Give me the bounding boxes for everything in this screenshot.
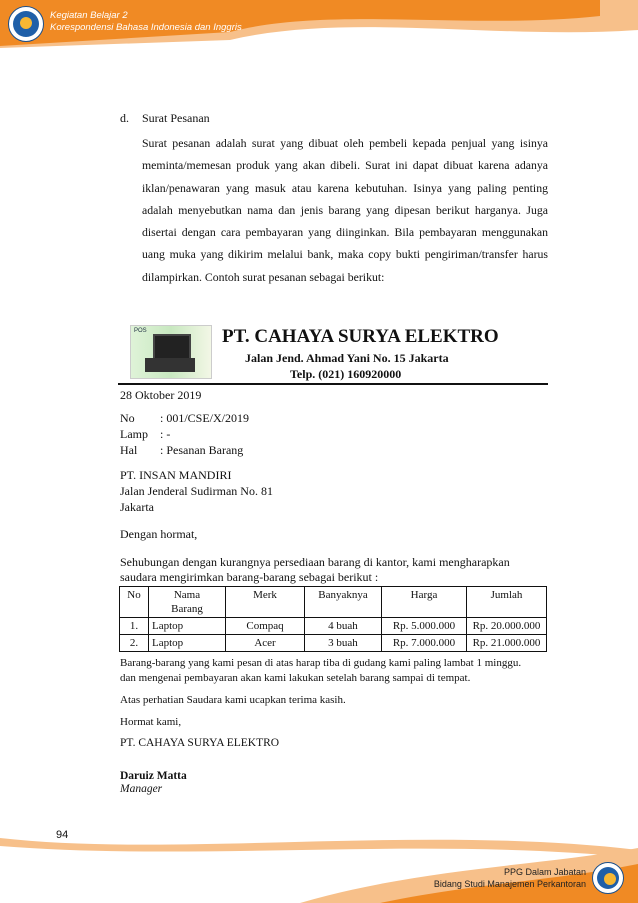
- letter-date: 28 Oktober 2019: [120, 388, 202, 402]
- recipient-name: PT. INSAN MANDIRI: [120, 468, 232, 482]
- company-address: Jalan Jend. Ahmad Yani No. 15 Jakarta: [245, 351, 449, 365]
- company-name: PT. CAHAYA SURYA ELEKTRO: [222, 326, 499, 347]
- cell-banyaknya: 3 buah: [305, 635, 382, 652]
- letter-meta: [120, 410, 249, 458]
- col-header-no: No: [120, 587, 149, 618]
- section-letter: d.: [120, 111, 129, 125]
- sender-company: PT. CAHAYA SURYA ELEKTRO: [120, 737, 280, 749]
- col-header-merk: Merk: [226, 587, 305, 618]
- thanks-line: Atas perhatian Saudara kami ucapkan terima kasih.: [120, 694, 346, 706]
- logo-tag: POS: [134, 328, 147, 334]
- salutation: Dengan hormat,: [120, 527, 198, 541]
- cell-merk: Acer: [226, 635, 305, 652]
- recipient-block: [120, 467, 273, 515]
- university-logo-footer: [592, 862, 624, 894]
- cell-banyaknya: 4 buah: [305, 618, 382, 635]
- recipient-city: Jakarta: [120, 500, 154, 514]
- university-logo: [8, 6, 44, 42]
- recipient-street: Jalan Jenderal Sudirman No. 81: [120, 484, 273, 498]
- no-value: : 001/CSE/X/2019: [160, 411, 250, 425]
- section-surat-pesanan: [120, 111, 548, 288]
- letterhead-rule: [118, 383, 548, 385]
- col-header-nama-barang: Nama Barang: [149, 587, 226, 618]
- col-header-jumlah: Jumlah: [467, 587, 547, 618]
- table-row: [120, 618, 547, 635]
- header-title: [50, 10, 242, 34]
- pos-screen: [153, 334, 191, 360]
- company-logo-image: [130, 325, 212, 379]
- signer-title: Manager: [120, 783, 163, 795]
- cell-nama-barang: Laptop: [149, 635, 226, 652]
- closing-line: Hormat kami,: [120, 716, 182, 728]
- footer-line-2: Bidang Studi Manajemen Perkantoran: [433, 879, 586, 889]
- header-line-2: Korespondensi Bahasa Indonesia dan Inggris: [50, 22, 242, 33]
- intro-line-1: Sehubungan dengan kurangnya persediaan barang di kantor, kami mengharapkan: [120, 555, 510, 569]
- signer-name: Daruiz Matta: [120, 770, 187, 782]
- lamp-label: Lamp: [120, 427, 148, 441]
- intro-line-2: saudara mengirimkan barang-barang sebagai berikut :: [120, 570, 379, 584]
- section-title: Surat Pesanan: [142, 111, 210, 125]
- cell-merk: Compaq: [226, 618, 305, 635]
- cell-harga: Rp. 5.000.000: [382, 618, 467, 635]
- body-line-1: Barang-barang yang kami pesan di atas harap tiba di gudang kami paling lambat 1 minggu.: [120, 657, 522, 669]
- no-label: No: [120, 411, 135, 425]
- page-number: 94: [56, 829, 69, 841]
- company-phone: Telp. (021) 160920000: [290, 367, 402, 381]
- cell-jumlah: Rp. 21.000.000: [467, 635, 547, 652]
- body-line-2: dan mengenai pembayaran akan kami lakukan setelah barang sampai di tempat.: [120, 672, 471, 684]
- intro-block: [120, 555, 510, 585]
- hal-label: Hal: [120, 443, 138, 457]
- cell-nama-barang: Laptop: [149, 618, 226, 635]
- pos-base: [145, 358, 195, 372]
- hal-value: : Pesanan Barang: [160, 443, 244, 457]
- table-header-row: [120, 587, 547, 618]
- section-paragraph: Surat pesanan adalah surat yang dibuat oleh pembeli kepada penjual yang isinya meminta/memesan produk yang akan dibeli. Surat ini dapat dibuat karena adanya iklan/penawaran yang masuk atau karena kebutuhan. Isinya yang paling penting adalah menyebutkan nama dan jenis barang yang dipesan berikut harganya. Juga disertai dengan cara pembayaran yang diinginkan. Bila pembayaran menggunakan uang muka yang dikirim melalui bank, maka copy bukti pengiriman/transfer harus dilampirkan. Contoh surat pesanan sebagai berikut:: [142, 136, 548, 284]
- order-table: [119, 586, 547, 652]
- header-line-1: Kegiatan Belajar 2: [50, 10, 128, 21]
- table-row: [120, 635, 547, 652]
- footer-text: [434, 866, 586, 890]
- cell-no: 2.: [120, 635, 149, 652]
- cell-harga: Rp. 7.000.000: [382, 635, 467, 652]
- cell-no: 1.: [120, 618, 149, 635]
- lamp-value: : -: [160, 427, 171, 441]
- col-header-harga: Harga: [382, 587, 467, 618]
- cell-jumlah: Rp. 20.000.000: [467, 618, 547, 635]
- col-header-banyaknya: Banyaknya: [305, 587, 382, 618]
- footer-line-1: PPG Dalam Jabatan: [503, 867, 586, 877]
